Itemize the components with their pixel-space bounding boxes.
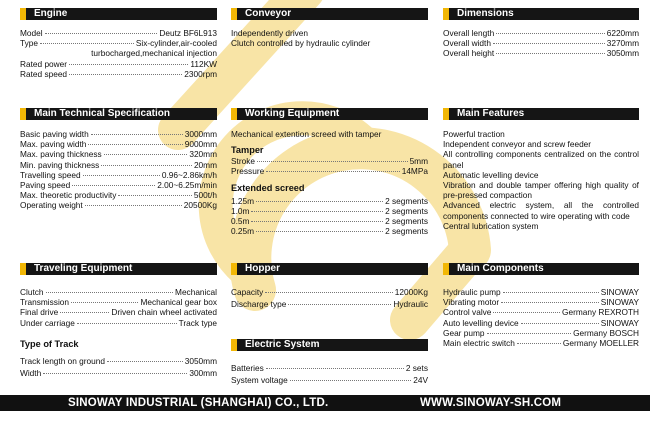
type-of-track-subtitle: Type of Track — [20, 338, 79, 349]
footer-bar — [0, 395, 650, 411]
working-equipment-title: Working Equipment — [245, 108, 340, 119]
spec-row: Operating weight 20500Kg — [20, 200, 217, 211]
traveling-equipment-header — [20, 263, 217, 275]
spec-row: 1.0m 2 segments — [231, 205, 428, 216]
main-components-title: Main Components — [457, 263, 544, 274]
main-spec-title: Main Technical Specification — [34, 108, 170, 119]
spec-row: Min. paving thickness 20mm — [20, 159, 217, 170]
conveyor-section — [231, 8, 428, 48]
main-features-title: Main Features — [457, 108, 525, 119]
spec-row: Vibrating motor SINOWAY — [443, 297, 639, 308]
feature-item: Advanced electric system, all the controlled components connected to wire operating with code — [443, 200, 639, 221]
spec-row: Model Deutz BF6L913 — [20, 28, 217, 38]
spec-row: Control valve Germany REXROTH — [443, 307, 639, 318]
main-components-header — [443, 263, 639, 275]
extended-screed-subtitle: Extended screed — [231, 182, 305, 193]
spec-row: Overall height 3050mm — [443, 48, 639, 59]
tamper-subtitle: Tamper — [231, 145, 264, 156]
spec-row: Travelling speed 0.96~2.86km/h — [20, 169, 217, 180]
main-spec-section — [20, 108, 217, 211]
electric-system-title: Electric System — [245, 339, 320, 350]
spec-row: Overall width 3270mm — [443, 38, 639, 49]
spec-row: Discharge type Hydraulic — [231, 299, 428, 310]
spec-row: Auto levelling device SINOWAY — [443, 317, 639, 328]
website-link[interactable]: WWW.SINOWAY-SH.COM — [420, 397, 562, 409]
spec-row: Overall length 6220mm — [443, 28, 639, 38]
spec-row: Clutch Mechanical — [20, 287, 217, 297]
main-spec-header — [20, 108, 217, 120]
conveyor-line: Independently driven — [231, 28, 309, 38]
engine-header — [20, 8, 217, 20]
main-components-section — [443, 263, 639, 348]
hopper-section — [231, 263, 428, 309]
traveling-equipment-title: Traveling Equipment — [34, 263, 133, 274]
spec-row: Hydraulic pump SINOWAY — [443, 287, 639, 297]
electric-system-header — [231, 339, 428, 351]
spec-row: System voltage 24V — [231, 375, 428, 386]
spec-row: Type Six-cylinder,air-cooled — [20, 38, 217, 49]
spec-row: Under carriage Track type — [20, 317, 217, 328]
spec-row: Max. paving thickness 320mm — [20, 149, 217, 160]
spec-row: Rated speed 2300rpm — [20, 68, 217, 79]
working-intro: Mechanical extention screed with tamper — [231, 129, 382, 139]
spec-row: Rated power 112KW — [20, 58, 217, 69]
feature-item: Automatic levelling device — [443, 169, 539, 180]
conveyor-title: Conveyor — [245, 8, 292, 19]
hopper-header — [231, 263, 428, 275]
feature-item: All controlling components centralized on the control panel — [443, 149, 639, 170]
dimensions-section — [443, 8, 639, 59]
working-equipment-section — [231, 108, 428, 236]
spec-row: Max. paving width 9000mm — [20, 139, 217, 150]
spec-row: 0.25m 2 segments — [231, 226, 428, 237]
main-features-header — [443, 108, 639, 120]
engine-title: Engine — [34, 8, 68, 19]
spec-row: Stroke 5mm — [231, 156, 428, 167]
spec-row: Max. theoretic productivity 500t/h — [20, 190, 217, 201]
spec-row: Capacity 12000Kg — [231, 287, 428, 297]
spec-row: Width 300mm — [20, 368, 217, 379]
spec-row: Gear pump Germany BOSCH — [443, 327, 639, 338]
company-name: SINOWAY INDUSTRIAL (SHANGHAI) CO., LTD. — [68, 397, 329, 409]
spec-row: 0.5m 2 segments — [231, 216, 428, 227]
spec-row: Final drive Driven chain wheel activated — [20, 307, 217, 318]
feature-item: Powerful traction — [443, 129, 505, 139]
spec-row: Main electric switch Germany MOELLER — [443, 338, 639, 349]
feature-item: Independent conveyor and screw feeder — [443, 139, 592, 150]
spec-row: Transmission Mechanical gear box — [20, 297, 217, 308]
dimensions-title: Dimensions — [457, 8, 514, 19]
main-features-section — [443, 108, 639, 231]
spec-row: Batteries 2 sets — [231, 363, 428, 373]
spec-continuation: turbocharged,mechanical injection — [91, 48, 217, 59]
conveyor-line: Clutch controlled by hydraulic cylinder — [231, 38, 371, 49]
spec-row: Basic paving width 3000mm — [20, 129, 217, 139]
electric-system-section — [231, 339, 428, 385]
spec-row: Pressure 14MPa — [231, 166, 428, 177]
spec-row: Paving speed 2.00~6.25m/min — [20, 180, 217, 191]
traveling-equipment-section — [20, 263, 217, 378]
spec-row: 1.25m 2 segments — [231, 195, 428, 206]
hopper-title: Hopper — [245, 263, 280, 274]
engine-section — [20, 8, 217, 79]
feature-item: Vibration and double tamper offering high quality of pre-pressed compaction — [443, 180, 639, 201]
conveyor-header — [231, 8, 428, 20]
dimensions-header — [443, 8, 639, 20]
working-equipment-header — [231, 108, 428, 120]
feature-item: Central lubrication system — [443, 220, 539, 231]
spec-row: Track length on ground 3050mm — [20, 355, 217, 366]
